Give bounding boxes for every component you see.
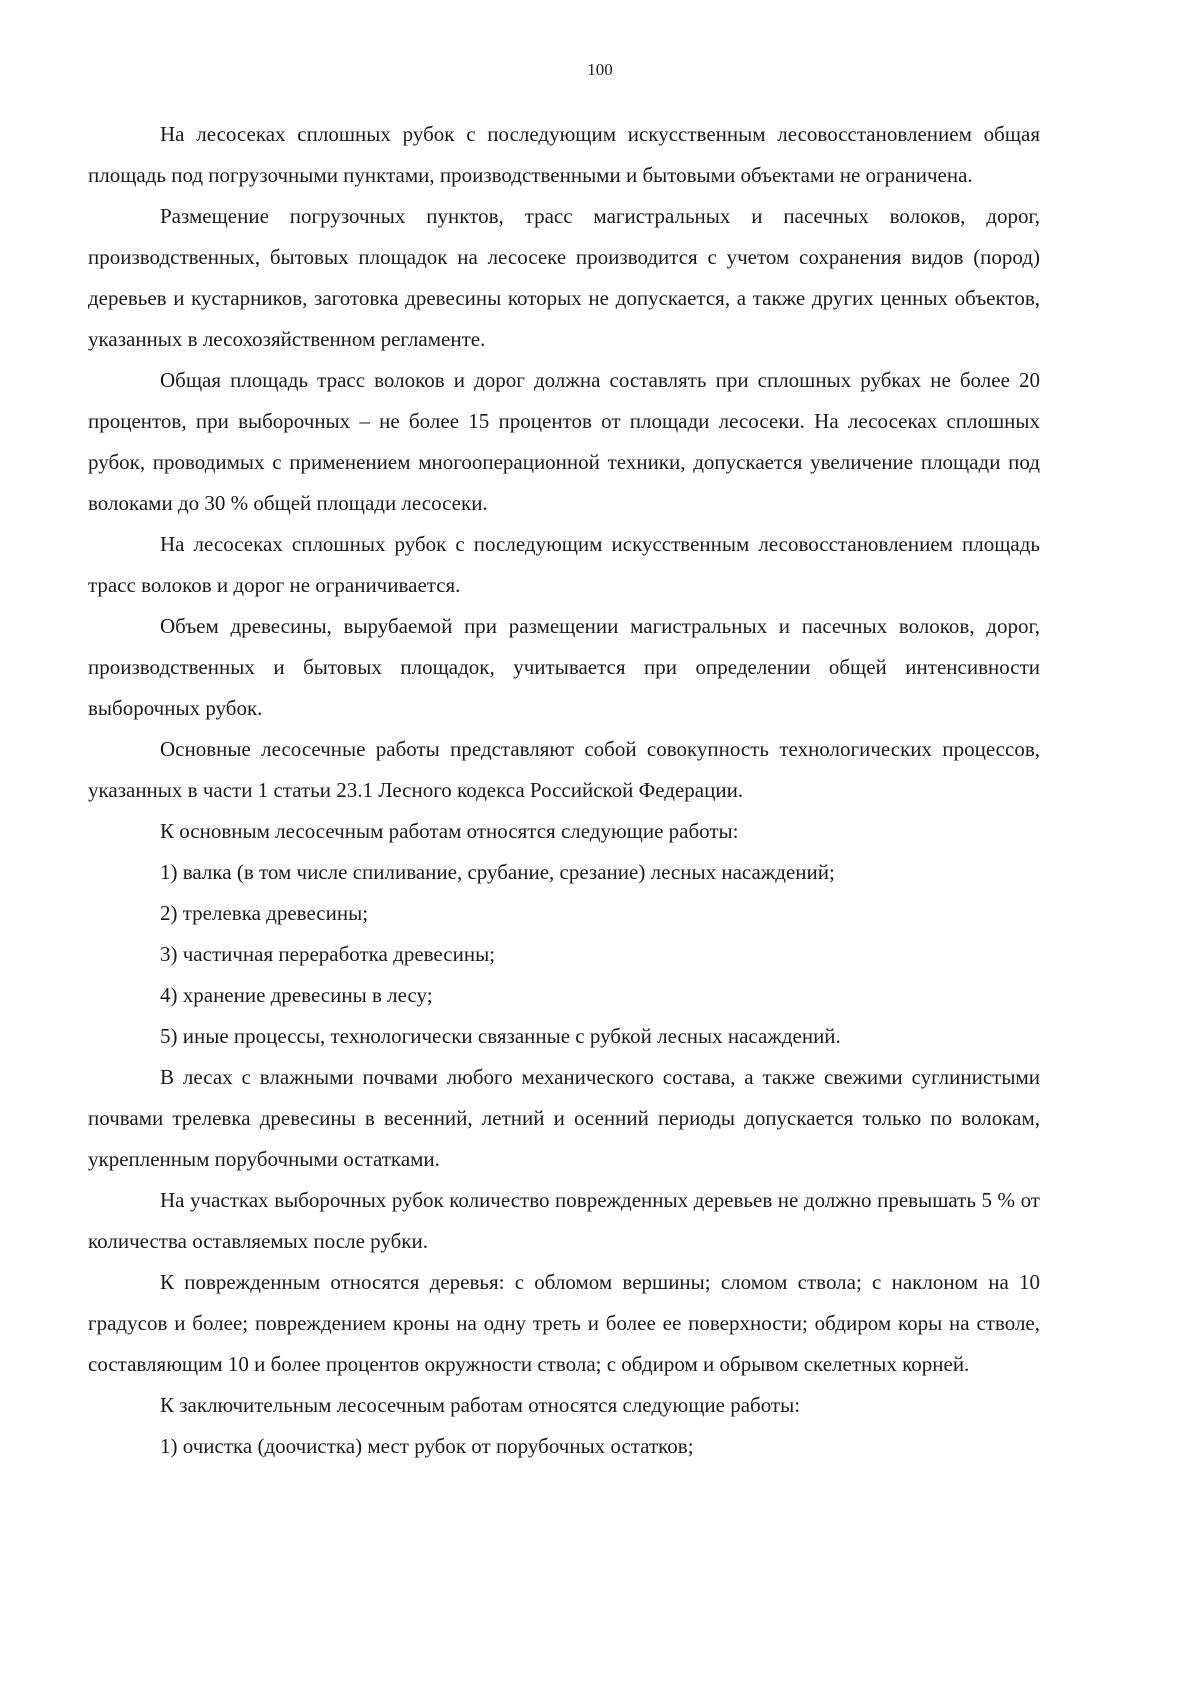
paragraph: К поврежденным относятся деревья: с обломом вершины; сломом ствола; с наклоном на 10 градусов и более; повреждением кроны на одну треть и более ее поверхности; обдиром коры на стволе, составляющим 10 и более процентов окружности ствола; с обдиром и обрывом скелетных корней. <box>88 1270 1040 1376</box>
paragraph: К заключительным лесосечным работам относятся следующие работы: <box>160 1393 801 1417</box>
page-number: 100 <box>587 60 613 79</box>
list-item: 2) трелевка древесины; <box>160 901 369 925</box>
list-item: 5) иные процессы, технологически связанные с рубкой лесных насаждений. <box>160 1024 841 1048</box>
paragraph: Общая площадь трасс волоков и дорог должна составлять при сплошных рубках не более 20 процентов, при выборочных – не более 15 процентов от площади лесосеки. На лесосеках сплошных рубок, проводимых с применением многооперационной техники, допускается увеличение площади под волоками до 30 % общей площади лесосеки. <box>88 368 1040 515</box>
document-body <box>88 114 1040 1467</box>
paragraph: Объем древесины, вырубаемой при размещении магистральных и пасечных волоков, дорог, производственных и бытовых площадок, учитывается при определении общей интенсивности выборочных рубок. <box>88 614 1040 720</box>
paragraph: На участках выборочных рубок количество поврежденных деревьев не должно превышать 5 % от количества оставляемых после рубки. <box>88 1188 1040 1253</box>
list-item: 1) валка (в том числе спиливание, срубание, срезание) лесных насаждений; <box>160 860 835 884</box>
paragraph: На лесосеках сплошных рубок с последующим искусственным лесовосстановлением площадь трасс волоков и дорог не ограничивается. <box>88 532 1040 597</box>
list-item: 3) частичная переработка древесины; <box>160 942 496 966</box>
paragraph: В лесах с влажными почвами любого механического состава, а также свежими суглинистыми почвами трелевка древесины в весенний, летний и осенний периоды допускается только по волокам, укрепленным порубочными остатками. <box>88 1065 1040 1171</box>
paragraph: К основным лесосечным работам относятся следующие работы: <box>160 819 739 843</box>
list-item: 4) хранение древесины в лесу; <box>160 983 433 1007</box>
paragraph: Размещение погрузочных пунктов, трасс магистральных и пасечных волоков, дорог, производственных, бытовых площадок на лесосеке производится с учетом сохранения видов (пород) деревьев и кустарников, заготовка древесины которых не допускается, а также других ценных объектов, указанных в лесохозяйственном регламенте. <box>88 204 1040 351</box>
paragraph: Основные лесосечные работы представляют собой совокупность технологических процессов, указанных в части 1 статьи 23.1 Лесного кодекса Российской Федерации. <box>88 737 1040 802</box>
list-item: 1) очистка (доочистка) мест рубок от порубочных остатков; <box>160 1434 694 1458</box>
paragraph: На лесосеках сплошных рубок с последующим искусственным лесовосстановлением общая площадь под погрузочными пунктами, производственными и бытовыми объектами не ограничена. <box>88 122 1040 187</box>
